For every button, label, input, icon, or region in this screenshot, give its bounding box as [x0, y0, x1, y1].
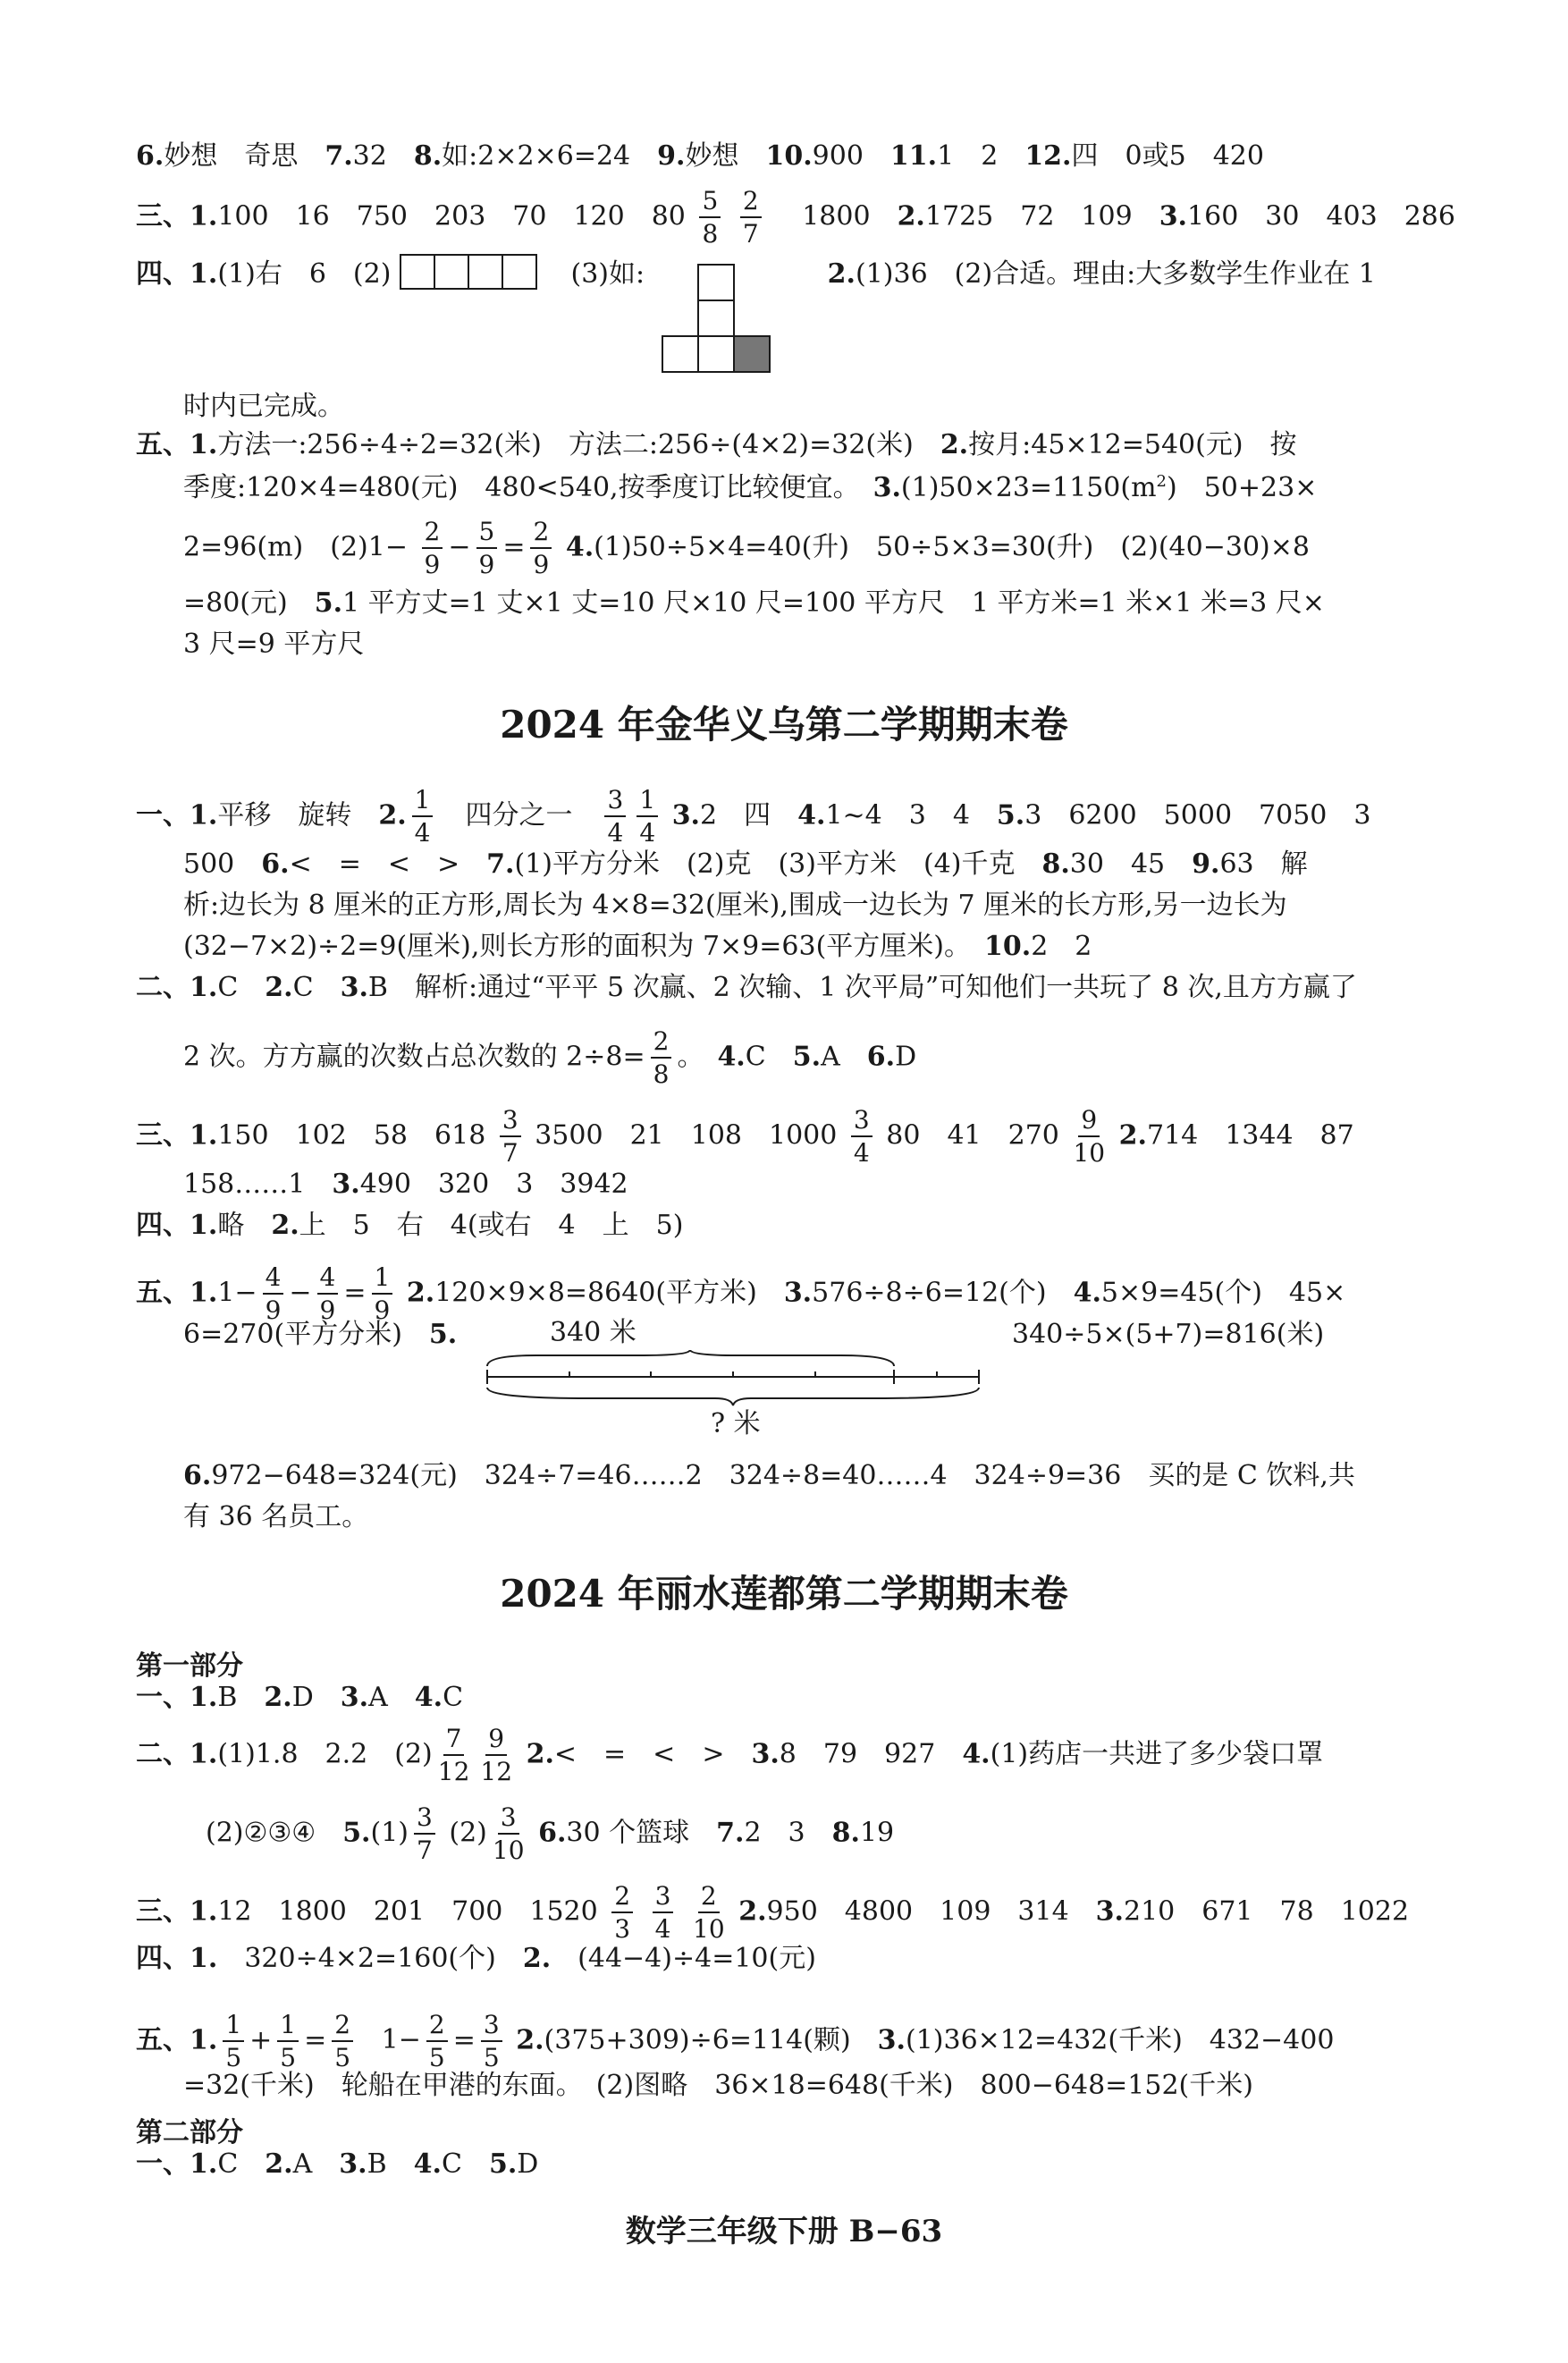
fraction: $\frac{1}{9}$	[372, 1264, 393, 1324]
answer-line: 6=270(平方分米) 5.	[183, 1319, 458, 1350]
answer-line: 3 尺=9 平方尺	[183, 629, 365, 660]
four-square-strip	[400, 254, 535, 290]
fraction: $\frac{3}{4}$	[851, 1107, 873, 1167]
fraction: $\frac{2}{5}$	[332, 2012, 353, 2072]
fraction: $\frac{9}{10}$	[1073, 1105, 1106, 1169]
answer-line: 有 36 名员工。	[183, 1501, 369, 1532]
answer-line: 时内已完成。	[183, 391, 344, 422]
fraction: $\frac{3}{4}$	[653, 1883, 674, 1943]
fraction: $\frac{2}{10}$	[693, 1881, 725, 1945]
fraction: $\frac{1}{4}$	[636, 787, 658, 847]
answer-line: 一、1.平移 旋转 2. $\frac{1}{4}$ 四分之一 $\frac{3}{4}$ $\frac{1}{4}$ 3.2 四 4.1~4 3 4 5.3 6200 5000 7050 3	[136, 785, 1371, 848]
answer-line: 2=96(m) (2)1− $\frac{2}{9}$ − $\frac{5}{9}$ = $\frac{2}{9}$ 4.(1)50÷5×4=40(升) 50÷5×3=30(升) (2)(40−30)×8	[183, 517, 1310, 580]
fraction: $\frac{2}{9}$	[422, 519, 443, 578]
answer-line: 6.妙想 奇思 7.32 8.如:2×2×6=24 9.妙想 10.900 11.1 2 12.四 0或5 420	[136, 140, 1264, 172]
fraction: $\frac{7}{12}$	[437, 1724, 470, 1787]
fraction: $\frac{4}{9}$	[317, 1264, 339, 1324]
section-title: 2024 年金华义乌第二学期期末卷	[500, 703, 1068, 747]
fraction: $\frac{5}{8}$	[699, 188, 721, 248]
part-heading: 第二部分	[136, 2117, 243, 2148]
answer-line: (32−7×2)÷2=9(厘米),则长方形的面积为 7×9=63(平方厘米)。 10.2 2	[183, 931, 1092, 962]
answer-line: 四、1.略 2.上 5 右 4(或右 4 上 5)	[136, 1210, 684, 1241]
answer-line: 析:边长为 8 厘米的正方形,周长为 4×8=32(厘米),围成一边长为 7 厘米的长方形,另一边长为	[183, 890, 1287, 921]
fraction: $\frac{3}{10}$	[492, 1802, 525, 1866]
fraction: $\frac{2}{7}$	[740, 188, 762, 248]
answer-line: 500 6.< = < > 7.(1)平方分米 (2)克 (3)平方米 (4)千克 8.30 45 9.63 解	[183, 848, 1308, 880]
answer-line: 2 次。方方赢的次数占总次数的 2÷8= $\frac{2}{8}$ 。 4.C 5.A 6.D	[183, 1026, 917, 1090]
answer-line: 三、1.100 16 750 203 70 120 80 $\frac{5}{8}$ $\frac{2}{7}$ 1800 2.1725 72 109 3.160 30 403 286	[136, 186, 1455, 249]
answer-line: 三、1.150 102 58 618 $\frac{3}{7}$ 3500 21 108 1000 $\frac{3}{4}$ 80 41 270 $\frac{9}{10}$ 2.714 1344 87	[136, 1105, 1354, 1169]
fraction: $\frac{3}{4}$	[604, 787, 626, 847]
fraction: $\frac{2}{8}$	[651, 1028, 672, 1088]
answer-line: 三、1.12 1800 201 700 1520 $\frac{2}{3}$ $\frac{3}{4}$ $\frac{2}{10}$ 2.950 4800 109 314 3.210 671 78 1022	[136, 1881, 1410, 1945]
answer-line: 二、1.(1)1.8 2.2 (2) $\frac{7}{12}$ $\frac{9}{12}$ 2.< = < > 3.8 79 927 4.(1)药店一共进了多少袋口罩	[136, 1724, 1324, 1787]
fraction: $\frac{1}{5}$	[277, 2012, 299, 2072]
fraction: $\frac{2}{3}$	[611, 1883, 633, 1943]
section-title: 2024 年丽水莲都第二学期期末卷	[500, 1572, 1068, 1616]
fraction: $\frac{1}{4}$	[412, 787, 434, 847]
fraction: $\frac{9}{12}$	[480, 1724, 513, 1787]
answer-line: 季度:120×4=480(元) 480<540,按季度订比较便宜。 $3.(1)50\times 23=1150(m^2)$ 50+23×	[183, 472, 1318, 503]
segment-label: 340 米	[550, 1317, 636, 1348]
answer-line: 四、1.(1)右 6 (2) (3)如: 2.(1)36 (2)合适。理由:大多数学生作业在 1	[136, 261, 1376, 290]
fraction: $\frac{3}{7}$	[500, 1107, 521, 1167]
fraction: $\frac{3}{7}$	[414, 1804, 435, 1864]
fraction: $\frac{2}{9}$	[530, 519, 552, 578]
answer-line: =32(千米) 轮船在甲港的东面。 (2)图略 36×18=648(千米) 800−648=152(千米)	[183, 2070, 1253, 2101]
answer-line: 二、1.C 2.C 3.B 解析:通过“平平 5 次赢、2 次输、1 次平局”可知他们一共玩了 8 次,且方方赢了	[136, 972, 1357, 1003]
part-heading: 第一部分	[136, 1650, 243, 1682]
answer-line: 五、1.1− $\frac{4}{9}$ − $\frac{4}{9}$ = $\frac{1}{9}$ 2.120×9×8=8640(平方米) 3.576÷8÷6=12(个) 4.5×9=45(个) 45×	[136, 1262, 1346, 1326]
answer-line: 158……1 3.490 320 3 3942	[183, 1169, 628, 1200]
answer-line: 四、1. 320÷4×2=160(个) 2. (44−4)÷4=10(元)	[136, 1943, 816, 1974]
fraction: $\frac{1}{5}$	[223, 2012, 244, 2072]
fraction: $\frac{5}{9}$	[476, 519, 498, 578]
answer-line: 一、1.B 2.D 3.A 4.C	[136, 1682, 464, 1713]
fraction: $\frac{3}{5}$	[481, 2012, 502, 2072]
answer-line: 五、1.方法一:256÷4÷2=32(米) 方法二:256÷(4×2)=32(米) 2.按月:45×12=540(元) 按	[136, 429, 1297, 460]
answer-line: 340÷5×(5+7)=816(米)	[1012, 1319, 1325, 1350]
answer-line: 五、1. $\frac{1}{5}$ + $\frac{1}{5}$ = $\frac{2}{5}$ 1− $\frac{2}{5}$ = $\frac{3}{5}$ 2.(375+309)÷6=114(颗) 3.(1)36×12=432(千米) 432−400	[136, 2010, 1335, 2073]
answer-line: 6.972−648=324(元) 324÷7=46……2 324÷8=40……4 324÷9=36 买的是 C 饮料,共	[183, 1460, 1355, 1491]
answer-line: (2)②③④ 5.(1) $\frac{3}{7}$ (2) $\frac{3}{10}$ 6.30 个篮球 7.2 3 8.19	[206, 1802, 895, 1866]
answer-line: =80(元) 5.1 平方丈=1 丈×1 丈=10 尺×10 尺=100 平方尺 1 平方米=1 米×1 米=3 尺×	[183, 587, 1325, 619]
page-footer: 数学三年级下册 B−63	[625, 2214, 943, 2249]
fraction: $\frac{2}{5}$	[426, 2012, 448, 2072]
answer-line: 一、1.C 2.A 3.B 4.C 5.D	[136, 2148, 539, 2180]
fraction: $\frac{4}{9}$	[263, 1264, 284, 1324]
segment-label: ? 米	[711, 1408, 761, 1439]
